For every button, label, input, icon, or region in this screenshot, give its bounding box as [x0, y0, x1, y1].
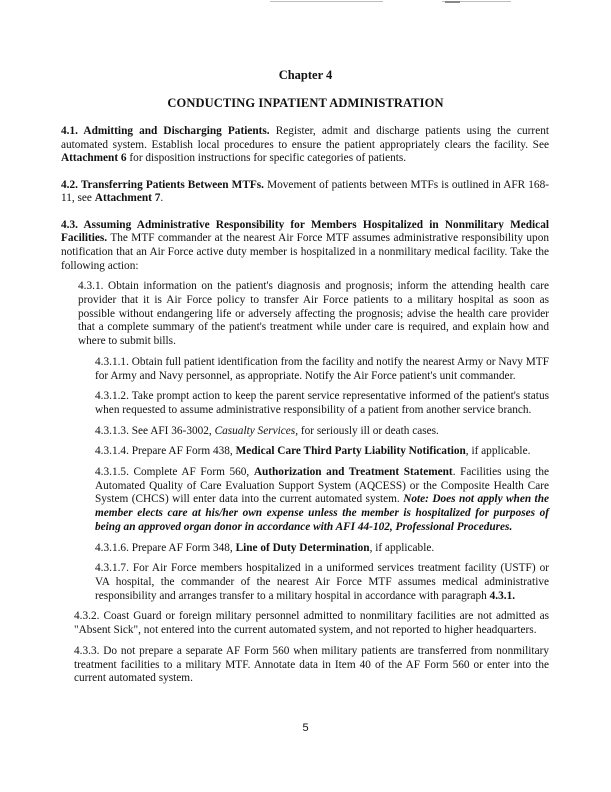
chapter-title: CONDUCTING INPATIENT ADMINISTRATION	[167, 96, 444, 110]
attachment-ref: Attachment 6	[61, 152, 127, 165]
paragraph-4-3-3: 4.3.3. Do not prepare a separate AF Form 560 when military patients are transferred from nonmilitary treatment facilities to a military MTF. Annotate data in Item 40 of the AF Form 560 or enter into the current automated system.	[74, 644, 549, 685]
section-heading: 4.1. Admitting and Discharging Patients.	[61, 125, 270, 137]
header-rule-left	[270, 1, 383, 2]
section-4-1: 4.1. Admitting and Discharging Patients. Register, admit and discharge patients using the current automated system. Establish local procedures to ensure the patient appropriately clears the facility. See Attachment 6 for disposition instructions for specific categories of patients.	[61, 125, 549, 165]
section-4-3: 4.3. Assuming Administrative Responsibility for Members Hospitalized in Nonmilitary Medical Facilities. The MTF commander at the nearest Air Force MTF assumes administrative responsibility upon notification that an Air Force active duty member is hospitalized in a nonmilitary medical facility. Take the following action:	[61, 218, 549, 272]
paragraph-4-3-1-2: 4.3.1.2. Take prompt action to keep the parent service representative informed of the patient's status when requested to assume administrative responsibility of a patient from another service branch.	[95, 390, 549, 416]
note: Note: Does not apply when the member elects care at his/her own expense unless the member is hospitalized for purposes of being an approved organ donor in accordance with AFI 44-102, Professional Procedures.	[95, 493, 549, 533]
paragraph-4-3-1-5: 4.3.1.5. Complete AF Form 560, Authorization and Treatment Statement. Facilities using the Automated Quality of Care Evaluation Support System (AQCESS) or the Composite Health Care System (CHCS) will enter data into the current automated system. Note: Does not apply when the member elects care at his/her own expense unless the member is hospitalized for purposes of being an approved organ donor in accordance with AFI 44-102, Professional Procedures.	[95, 466, 549, 533]
paragraph-4-3-1: 4.3.1. Obtain information on the patient's diagnosis and prognosis; inform the attending health care provider that it is Air Force policy to transfer Air Force patients to a military hospital as soon as possible without endangering life or adversely affecting the prognosis; advise the health care provider that a complete summary of the patient's treatment while under care is required, and explain how and where to submit bills.	[78, 280, 549, 348]
page-number: 5	[302, 722, 309, 734]
section-4-2: 4.2. Transferring Patients Between MTFs. Movement of patients between MTFs is outlined in AFR 168-11, see Attachment 7.	[61, 178, 549, 205]
chapter-label: Chapter 4	[278, 68, 333, 82]
attachment-ref: Attachment 7	[94, 192, 161, 205]
paragraph-4-3-1-4: 4.3.1.4. Prepare AF Form 438, Medical Care Third Party Liability Notification, if applicable.	[95, 445, 531, 458]
document-body	[61, 125, 549, 693]
form-title: Medical Care Third Party Liability Notification	[235, 445, 466, 458]
paragraph-4-3-1-7: 4.3.1.7. For Air Force members hospitalized in a uniformed services treatment facility (USTF) or VA hospital, the commander of the nearest Air Force MTF assumes medical administrative responsibility and arranges transfer to a military hospital in accordance with paragraph 4.3.1.	[95, 562, 549, 602]
paragraph-4-3-1-3: 4.3.1.3. See AFI 36-3002, Casualty Services, for seriously ill or death cases.	[95, 424, 439, 437]
paragraph-4-3-1-6: 4.3.1.6. Prepare AF Form 348, Line of Duty Determination, if applicable.	[95, 541, 435, 554]
paragraph-4-3-2: 4.3.2. Coast Guard or foreign military personnel admitted to nonmilitary facilities are not admitted as "Absent Sick", not entered into the current automated system, and not reported to higher headquarters.	[74, 610, 549, 637]
section-heading: 4.3. Assuming Administrative Responsibility for Members Hospitalized in Nonmilitary Medical Facilities.	[61, 218, 549, 245]
form-title: Authorization and Treatment Statement	[253, 466, 453, 479]
header-rule-right	[442, 1, 511, 2]
section-heading: 4.2. Transferring Patients Between MTFs.	[61, 178, 264, 191]
paragraph-4-3-1-1: 4.3.1.1. Obtain full patient identification from the facility and notify the nearest Army or Navy MTF for Army and Navy personnel, as appropriate. Notify the Air Force patient's unit commander.	[95, 355, 549, 382]
form-title: Line of Duty Determination	[235, 541, 370, 554]
paragraph-ref: 4.3.1.	[489, 589, 516, 602]
